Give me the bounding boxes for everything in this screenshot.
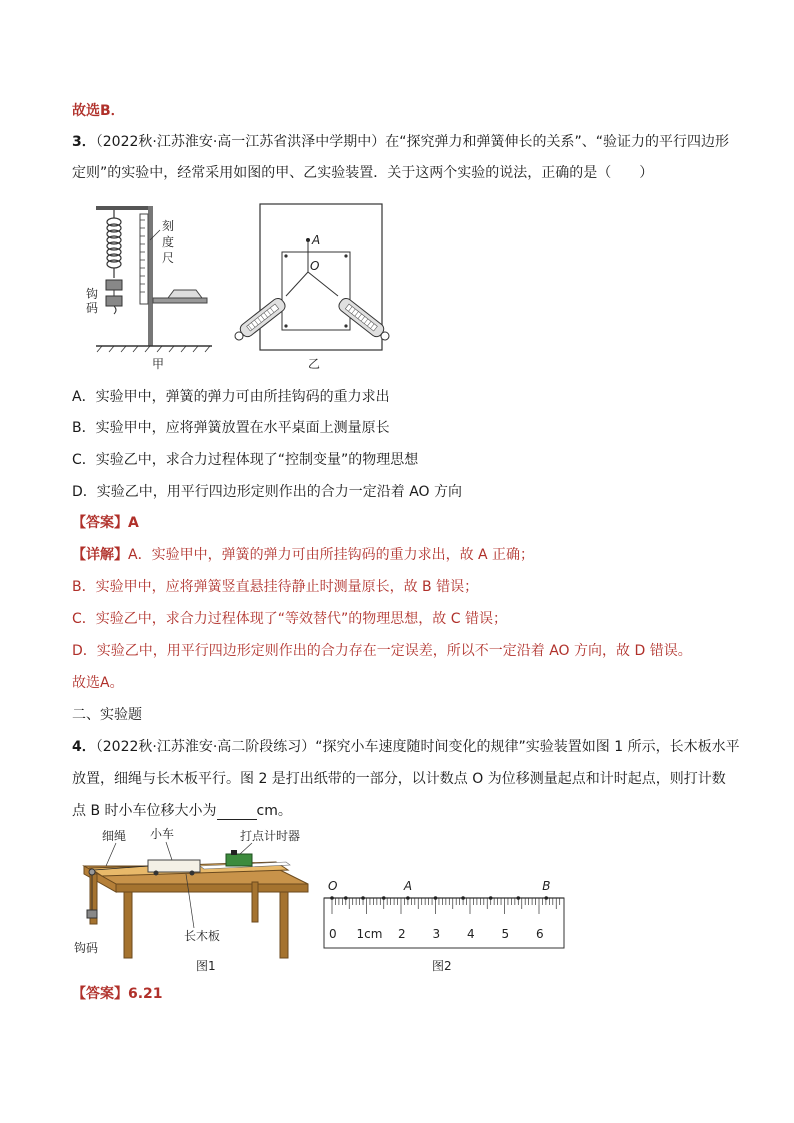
q4-number: 4． (72, 739, 96, 755)
fig2-tick-label: 0 (329, 927, 337, 941)
jia-top-bar (96, 206, 152, 210)
q3-answer-label: 【答案】 (72, 515, 128, 531)
q3-option-c: C．实验乙中，求合力过程体现了“控制变量”的物理思想 (72, 452, 419, 468)
jia-ruler-label-2: 度 (162, 235, 175, 249)
fig1-label-weight: 钩码 (74, 941, 99, 955)
q3-number: 3． (72, 134, 96, 150)
jia-platform (153, 298, 207, 303)
fig2-tick-label: 3 (432, 927, 441, 941)
figure-jia (86, 200, 222, 371)
q4-answer-value: 6.21 (128, 986, 163, 1002)
fig2-dot (344, 896, 348, 900)
q3-option-a: A．实验甲中，弹簧的弹力可由所挂钩码的重力求出 (72, 389, 390, 405)
jia-weight-1 (106, 280, 122, 290)
q3-answer (72, 514, 139, 532)
fig2-tick-label: 6 (536, 927, 544, 941)
fig2-tick-label: 4 (467, 927, 475, 941)
fig2-caption: 图2 (432, 959, 452, 973)
fig2-dot (406, 896, 410, 900)
fig2-dot (461, 896, 465, 900)
fig2-dot (330, 896, 334, 900)
figure-1 (76, 826, 316, 978)
fig2-tick-label: 5 (501, 927, 510, 941)
fig1-caption: 图1 (196, 959, 216, 973)
fig2-dot (544, 896, 548, 900)
q4-answer-label: 【答案】 (72, 986, 128, 1002)
q3-source: （2022秋·江苏淮安·高一江苏省洪泽中学期中） (95, 134, 386, 150)
q4-stem-line3 (72, 802, 292, 820)
q3-stem-line2: 定则”的实验中，经常采用如图的甲、乙实验装置．关于这两个实验的说法，正确的是（ ） (72, 165, 654, 181)
figure-2 (320, 876, 570, 976)
fig1-weight (87, 910, 97, 918)
q3-stem-line1 (72, 133, 729, 151)
jia-weight-label-1: 钩 (86, 287, 99, 301)
q3-option-b: B．实验甲中，应将弹簧放置在水平桌面上测量原长 (72, 420, 390, 436)
fig2-dot (361, 896, 365, 900)
fig1-cart (148, 860, 200, 872)
q3-detail-label: 【详解】 (72, 547, 128, 563)
q3-detail-line3: C．实验乙中，求合力过程体现了“等效替代”的物理思想，故 C 错误； (72, 611, 507, 627)
q3-stem-text1: 在“探究弹力和弹簧伸长的关系”、“验证力的平行四边形 (385, 134, 730, 150)
fig1-label-timer: 打点计时器 (240, 829, 301, 843)
fig2-dot (517, 896, 521, 900)
fig2-point-label: O (328, 879, 338, 893)
q3-conclusion: 故选A。 (72, 675, 124, 691)
fig1-label-rope: 细绳 (102, 829, 127, 843)
jia-ruler-label-3: 尺 (162, 251, 175, 265)
q3-detail-line1 (72, 546, 534, 564)
fig1-timer (226, 854, 252, 866)
fig2-tick-label: 2 (398, 927, 406, 941)
fig2-point-label: A (403, 879, 413, 893)
fig1-label-board: 长木板 (184, 929, 221, 943)
fig2-dot (382, 896, 386, 900)
q4-stem-text1: “探究小车速度随时间变化的规律”实验装置如图 1 所示，长木板水平 (315, 739, 740, 755)
q3-detail-line4: D．实验乙中，用平行四边形定则作出的合力存在一定误差，所以不一定沿着 AO 方向，故 D 错误。 (72, 643, 692, 659)
yi-caption: 乙 (308, 357, 321, 371)
jia-ruler-label-1: 刻 (162, 219, 175, 233)
fig2-dot (434, 896, 438, 900)
jia-spring (107, 210, 121, 278)
q3-answer-value: A (128, 515, 139, 531)
q4-answer (72, 985, 163, 1003)
q4-stem-unit: cm。 (256, 803, 292, 819)
fig2-point-label: B (542, 879, 551, 893)
q4-stem-line2: 放置，细绳与长木板平行。图 2 是打出纸带的一部分，以计数点 O 为位移测量起点和计时起点，则打计数 (72, 771, 726, 787)
q3-detail-text1: A．实验甲中，弹簧的弹力可由所挂钩码的重力求出，故 A 正确； (128, 547, 535, 563)
figure-yi (228, 200, 388, 370)
jia-stand (148, 206, 153, 346)
jia-caption: 甲 (152, 357, 165, 371)
q4-answer-blank[interactable] (217, 805, 257, 820)
q4-source: （2022秋·江苏淮安·高二阶段练习） (95, 739, 316, 755)
fig2-tick-label: 1cm (356, 927, 383, 941)
fig1-label-cart: 小车 (150, 827, 175, 841)
q4-stem-text3: 点 B 时小车位移大小为 (72, 803, 217, 819)
jia-ruler (140, 214, 148, 304)
yi-label-a: A (312, 233, 321, 247)
q3-option-d: D．实验乙中，用平行四边形定则作出的合力一定沿着 AO 方向 (72, 484, 463, 500)
yi-label-o: O (310, 259, 320, 273)
jia-weight-label-2: 码 (86, 301, 99, 315)
jia-base-block (168, 290, 202, 298)
section-heading: 二、实验题 (72, 707, 142, 723)
fig2-dot (489, 896, 493, 900)
q3-detail-line2: B．实验甲中，应将弹簧竖直悬挂待静止时测量原长，故 B 错误； (72, 579, 479, 595)
jia-weight-2 (106, 296, 122, 306)
q4-stem-line1 (72, 738, 740, 756)
previous-conclusion: 故选B． (72, 103, 125, 119)
